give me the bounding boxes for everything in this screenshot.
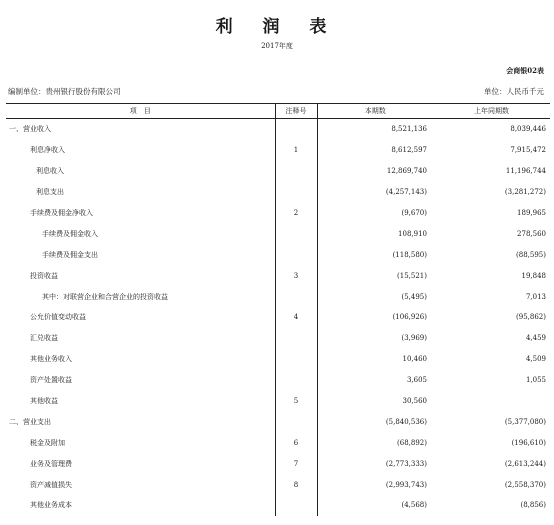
row-note-number bbox=[275, 495, 317, 516]
row-note-number bbox=[275, 411, 317, 432]
table-row bbox=[6, 453, 550, 474]
table-row bbox=[6, 140, 550, 161]
table-row bbox=[6, 244, 550, 265]
row-previous-value: (196,610) bbox=[511, 438, 546, 447]
row-note-number: 3 bbox=[275, 265, 317, 286]
column-header-note: 注释号 bbox=[275, 104, 317, 119]
row-item-label: 其他业务收入 bbox=[30, 355, 72, 364]
row-previous-value: 189,965 bbox=[517, 209, 546, 217]
table-row bbox=[6, 265, 550, 286]
row-note-number: 7 bbox=[275, 453, 317, 474]
row-previous-value: (5,377,080) bbox=[504, 417, 546, 426]
table-row bbox=[6, 286, 550, 307]
row-previous-value: (88,595) bbox=[516, 250, 546, 259]
table-row bbox=[6, 119, 550, 140]
row-note-number: 5 bbox=[275, 391, 317, 412]
row-item-label: 业务及管理费 bbox=[30, 459, 72, 468]
table-row bbox=[6, 432, 550, 453]
row-previous-value: 7,915,472 bbox=[510, 146, 546, 155]
row-item-label: 税金及附加 bbox=[30, 438, 65, 447]
table-row bbox=[6, 203, 550, 224]
row-current-value: (118,580) bbox=[392, 250, 427, 259]
row-current-value: 8,521,136 bbox=[391, 125, 427, 134]
row-item-label: 资产减值损失 bbox=[30, 480, 72, 489]
table-row bbox=[6, 328, 550, 349]
row-note-number bbox=[275, 349, 317, 370]
row-note-number: 6 bbox=[275, 432, 317, 453]
row-note-number bbox=[275, 223, 317, 244]
table-row bbox=[6, 370, 550, 391]
row-item-label: 手续费及佣金支出 bbox=[42, 250, 98, 259]
row-item-label: 公允价值变动收益 bbox=[30, 313, 86, 322]
row-previous-value: (95,862) bbox=[516, 313, 546, 322]
row-current-value: (68,892) bbox=[397, 438, 427, 447]
table-row bbox=[6, 307, 550, 328]
row-note-number: 4 bbox=[275, 307, 317, 328]
row-item-label: 其中：对联营企业和合营企业的投资收益 bbox=[42, 292, 168, 301]
row-item-label: 一、营业收入 bbox=[9, 125, 51, 134]
row-note-number: 1 bbox=[275, 140, 317, 161]
row-current-value: (2,993,743) bbox=[385, 480, 427, 489]
row-item-label: 二、营业支出 bbox=[9, 417, 51, 426]
row-current-value: 12,869,740 bbox=[386, 167, 427, 176]
table-row bbox=[6, 182, 550, 203]
income-statement-table bbox=[6, 103, 550, 516]
row-item-label: 投资收益 bbox=[30, 271, 58, 280]
row-item-label: 其他收益 bbox=[30, 397, 58, 406]
statement-title: 利 润 表 bbox=[215, 17, 339, 37]
row-current-value: (5,840,536) bbox=[385, 417, 427, 426]
row-previous-value bbox=[433, 391, 550, 412]
table-row bbox=[6, 411, 550, 432]
row-note-number: 8 bbox=[275, 474, 317, 495]
row-note-number bbox=[275, 286, 317, 307]
row-previous-value: (2,558,370) bbox=[504, 480, 546, 489]
row-item-label: 利息支出 bbox=[36, 188, 64, 197]
form-number: 会商银02表 bbox=[506, 66, 544, 75]
row-previous-value: 19,848 bbox=[521, 271, 546, 280]
table-row bbox=[6, 391, 550, 412]
row-current-value: (4,257,143) bbox=[385, 188, 427, 197]
row-previous-value: 4,459 bbox=[525, 334, 546, 343]
row-item-label: 汇兑收益 bbox=[30, 334, 58, 343]
row-note-number: 2 bbox=[275, 203, 317, 224]
row-current-value: (15,521) bbox=[397, 271, 427, 280]
row-item-label: 资产处置收益 bbox=[30, 376, 72, 385]
row-item-label: 其他业务成本 bbox=[30, 501, 72, 510]
row-current-value: 8,612,597 bbox=[391, 146, 427, 155]
row-current-value: (3,969) bbox=[401, 334, 427, 343]
table-row bbox=[6, 495, 550, 516]
table-header-row bbox=[6, 104, 550, 119]
currency-unit: 单位：人民币千元 bbox=[484, 87, 544, 96]
row-item-label: 手续费及佣金净收入 bbox=[30, 209, 93, 217]
row-current-value: 3,605 bbox=[406, 376, 427, 385]
row-current-value: 10,460 bbox=[402, 355, 427, 364]
row-previous-value: 8,039,446 bbox=[510, 125, 546, 134]
row-previous-value: (3,281,272) bbox=[504, 188, 546, 197]
row-previous-value: (8,856) bbox=[520, 501, 546, 510]
row-previous-value: (2,613,244) bbox=[504, 459, 546, 468]
row-previous-value: 7,013 bbox=[525, 292, 546, 301]
row-current-value: 108,910 bbox=[398, 229, 427, 238]
row-current-value: (9,670) bbox=[401, 209, 427, 217]
row-note-number bbox=[275, 119, 317, 140]
row-item-label: 手续费及佣金收入 bbox=[42, 229, 98, 238]
row-previous-value: 278,560 bbox=[517, 229, 546, 238]
reporting-entity: 编制单位：贵州银行股份有限公司 bbox=[8, 87, 121, 96]
row-current-value: (106,926) bbox=[392, 313, 427, 322]
table-row bbox=[6, 161, 550, 182]
row-current-value: 30,560 bbox=[402, 397, 427, 406]
row-note-number bbox=[275, 370, 317, 391]
row-item-label: 利息收入 bbox=[36, 167, 64, 176]
row-note-number bbox=[275, 328, 317, 349]
row-note-number bbox=[275, 182, 317, 203]
row-current-value: (2,773,333) bbox=[385, 459, 427, 468]
row-note-number bbox=[275, 161, 317, 182]
row-current-value: (4,568) bbox=[401, 501, 427, 510]
column-header-item: 项 目 bbox=[6, 104, 275, 119]
fiscal-year: 2017年度 bbox=[261, 42, 293, 50]
row-previous-value: 4,509 bbox=[525, 355, 546, 364]
row-current-value: (5,495) bbox=[401, 292, 427, 301]
row-previous-value: 1,055 bbox=[525, 376, 546, 385]
column-header-previous: 上年同期数 bbox=[433, 104, 550, 119]
column-header-current: 本期数 bbox=[317, 104, 433, 119]
table-row bbox=[6, 349, 550, 370]
table-row bbox=[6, 223, 550, 244]
row-note-number bbox=[275, 244, 317, 265]
row-item-label: 利息净收入 bbox=[30, 146, 65, 155]
row-previous-value: 11,196,744 bbox=[505, 167, 546, 176]
table-row bbox=[6, 474, 550, 495]
